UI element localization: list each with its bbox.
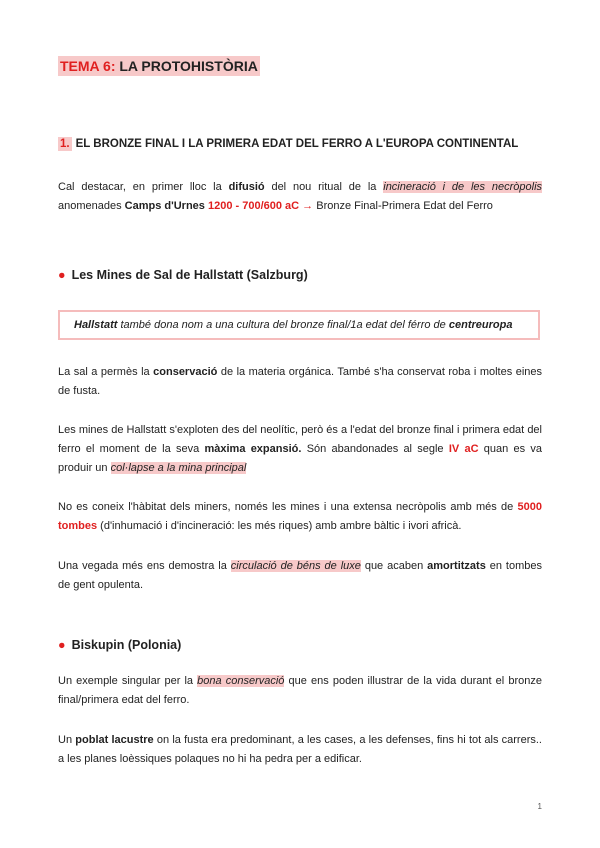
section-number: 1. — [60, 138, 70, 150]
paragraph-poblat: Un poblat lacustre on la fusta era predominant, a les cases, a les defenses, fins hi tot als carrers.. a les planes loèssiques polaques no hi ha pedra per a edificar. — [58, 734, 542, 765]
paragraph-biskupin: Un exemple singular per la bona conservació que ens poden illustrar de la vida durant el bronze final/primera edat del ferro. — [58, 675, 542, 706]
paragraph-circulacio: Una vegada més ens demostra la circulació de béns de luxe que acaben amortitzats en tombes de gent opulenta. — [58, 560, 543, 591]
section-title: EL BRONZE FINAL I LA PRIMERA EDAT DEL FERRO A L'EUROPA CONTINENTAL — [75, 138, 519, 150]
arrow-icon: → — [299, 200, 317, 212]
highlight-box: Hallstatt també dona nom a una cultura del bronze final/1a edat del férro de centreuropa — [58, 310, 540, 340]
title-prefix: TEMA 6: — [60, 58, 116, 74]
section-heading — [58, 138, 518, 150]
page-title — [58, 56, 260, 76]
bullet-icon: ● — [58, 268, 66, 282]
paragraph-conservacio: La sal a permès la conservació de la materia orgánica. També s'ha conservat roba i moltes eines de fusta. — [58, 366, 543, 397]
paragraph-habitat: No es coneix l'hàbitat dels miners, només les mines i una extensa necròpolis amb més de 5000 tombes (d'inhumació i d'incineració: les més riques) amb ambre bàltic i ivori africà. — [58, 501, 542, 532]
intro-paragraph: Cal destacar, en primer lloc la difusió del nou ritual de la incineració i de les necròpolis anomenades Camps d'Urnes 1200 - 700/600 aC → Bronze Final-Primera Edat del Ferro — [58, 181, 543, 212]
subheading-hallstatt: ● Les Mines de Sal de Hallstatt (Salzburg) — [58, 268, 308, 282]
bullet-icon: ● — [58, 638, 66, 652]
paragraph-mines: Les mines de Hallstatt s'exploten des del neolític, però és a l'edat del bronze final i primera edat del ferro el moment de la seva màxima expansió. Són abandonades al segle IV aC quan es va produir un col·lapse a la mina principal — [58, 424, 542, 474]
page-number: 1 — [537, 802, 542, 811]
title-text: LA PROTOHISTÒRIA — [115, 58, 258, 74]
subheading-biskupin: ● Biskupin (Polonia) — [58, 638, 182, 652]
